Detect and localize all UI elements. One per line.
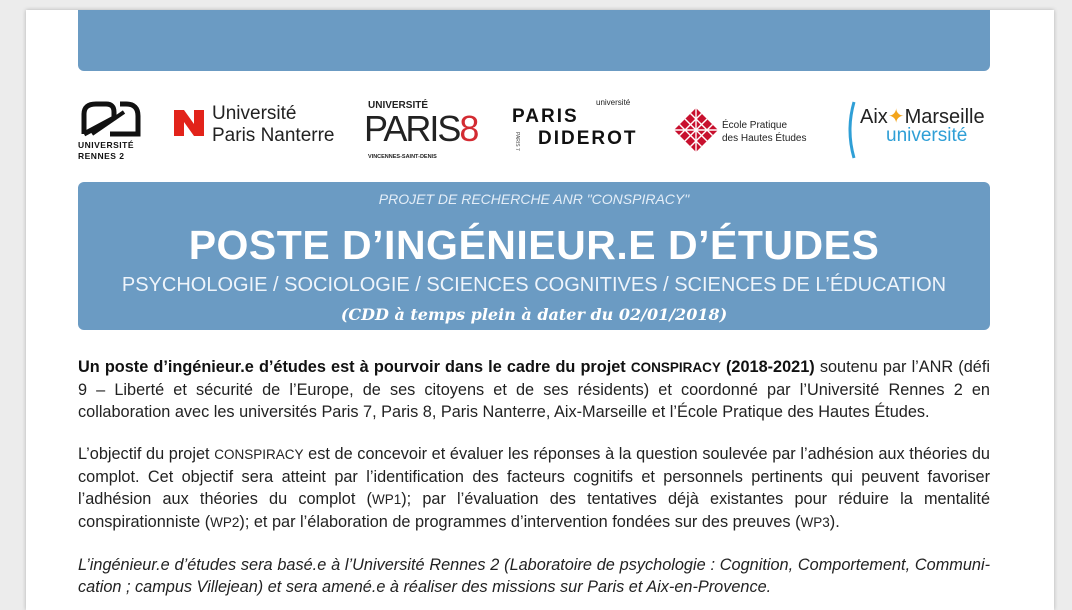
page-title: POSTE D’INGÉNIEUR.E D’ÉTUDES (188, 222, 880, 268)
nanterre-mark-icon (174, 110, 204, 136)
disciplines-line: PSYCHOLOGIE / SOCIOLOGIE / SCIENCES COGNITIVES / SCIENCES DE L’ÉDUCATION (121, 274, 947, 296)
rennes2-logo-text: UNIVERSITÉ RENNES 2 (78, 140, 135, 161)
contract-line: (CDD à temps plein à dater du 02/01/2018) (340, 305, 728, 324)
nanterre-logo (174, 98, 344, 168)
rennes2-mark-icon (80, 100, 142, 138)
ephe-diamond-icon (674, 108, 718, 152)
rennes2-logo (78, 98, 148, 168)
amu-logo: Aix✦Marseille université (844, 98, 994, 168)
amu-wordmark: Aix✦Marseille (860, 106, 985, 128)
paragraph-1: Un poste d’ingénieur.e d’études est à pourvoir dans le cadre du projet CONSPIRACY (2018-2021) soutenu par l’ANR (défi 9 – Liberté et sécurité de l’Europe, de ses citoyens et de ses résidents) et coordonné par l’Université Rennes 2 en collaboration avec les universités Paris 7, Paris 8, Paris Nanterre, Aix-Marseille et l’École Pratique des Hautes Études. (78, 358, 990, 421)
document-page (26, 10, 1054, 610)
partner-logos-row (78, 98, 990, 168)
paris8-logo: UNIVERSITÉ PARIS8 VINCENNES-SAINT-DENIS (364, 100, 478, 160)
project-subheading: PROJET DE RECHERCHE ANR "CONSPIRACY" (378, 191, 690, 207)
nanterre-logo-text: Université Paris Nanterre (212, 103, 335, 146)
diderot-logo: université PARIS PARIS 7 DIDEROT (512, 98, 638, 151)
paragraph-2: L’objectif du projet CONSPIRACY est de concevoir et évaluer les réponses à la question soulevée par l’adhésion aux théories du complot. Cet objectif sera atteint par l’identification des facteurs cognitifs et personnels pertinents qui peuvent favoriser l’adhésion aux théories du complot (WP1); par l’évaluation des tentatives déjà existantes pour réduire la mentalité conspirationniste (WP2); et par l’élaboration de programmes d’intervention fondées sur des preuves (WP3). (78, 445, 991, 531)
paris8-wordmark: PARIS8 (364, 108, 478, 149)
ephe-logo-text: École Pratique des Hautes Études (722, 120, 807, 144)
ephe-logo (674, 98, 814, 168)
amu-bracket-icon (844, 100, 856, 160)
title-banner (78, 182, 990, 330)
paragraph-3: L’ingénieur.e d’études sera basé.e à l’Université Rennes 2 (Laboratoire de psychologie : Cognition, Comportement, Communi-cation ; campus Villejean) et sera amené.e à réaliser des missions sur Paris et Aix-en-Provence. (78, 556, 990, 596)
top-color-band (78, 10, 990, 71)
document-body (78, 356, 990, 610)
